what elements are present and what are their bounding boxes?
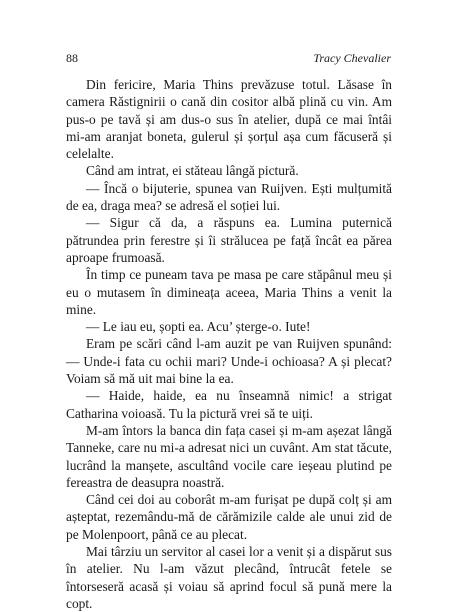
paragraph: Când cei doi au coborât m-am furișat pe după colț și am așteptat, rezemându-mă de cărămizile calde ale unui zid de pe Molenpoort, până ce au plecat. bbox=[66, 492, 392, 542]
page-number: 88 bbox=[66, 51, 78, 65]
paragraph: Când am intrat, ei stăteau lângă pictură. bbox=[86, 163, 299, 179]
paragraph: — Încă o bijuterie, spunea van Ruijven. Ești mulțumită de ea, draga mea? se adresă el soției lui. bbox=[66, 180, 392, 214]
paragraph: — Le iau eu, șopti ea. Acu’ șterge-o. Iute! bbox=[86, 319, 311, 335]
body-text bbox=[66, 76, 392, 612]
running-title: Tracy Chevalier bbox=[313, 51, 391, 65]
paragraph: M-am întors la banca din fața casei și m-am așezat lângă Tanneke, care nu mi-a adresat nici un cuvânt. Am stat tăcute, lucrând la manșete, ascultând vocile care ieșeau plutind pe fereastra de deasupra noastră. bbox=[66, 422, 392, 490]
paragraph: — Haide, haide, ea nu înseamnă nimic! a strigat Catharina voioasă. Tu la pictură vrei să te uiți. bbox=[66, 388, 392, 421]
paragraph: — Sigur că da, a răspuns ea. Lumina puternică pătrundea prin ferestre și îi strălucea pe față încât ea părea aproape frumoasă. bbox=[66, 215, 392, 265]
paragraph: Din fericire, Maria Thins prevăzuse totul. Lăsase în camera Răstignirii o cană din cositor albă plină cu vin. Am pus-o pe tavă și am dus-o sus în atelier, după ce mai întâi mi-am aranjat boneta, gulerul și șorțul așa cum făcuseră și celelalte. bbox=[66, 77, 392, 162]
paragraph: Mai târziu un servitor al casei lor a venit și a dispărut sus în atelier. Nu l-am văzut plecând, întrucât fetele se întorseseră acasă și voiau să aprind focul să pună mere la copt. bbox=[66, 544, 392, 611]
page-header bbox=[66, 50, 391, 66]
paragraph: Eram pe scări când l-am auzit pe van Ruijven spunând: — Unde-i fata cu ochii mari? Unde-i ochioasa? A și plecat? Voiam să mă uit mai bine la ea. bbox=[66, 336, 392, 387]
paragraph: În timp ce puneam tava pe masa pe care stăpânul meu și eu o mutasem în dimineața aceea, Maria Thins a venit la mine. bbox=[66, 267, 392, 317]
